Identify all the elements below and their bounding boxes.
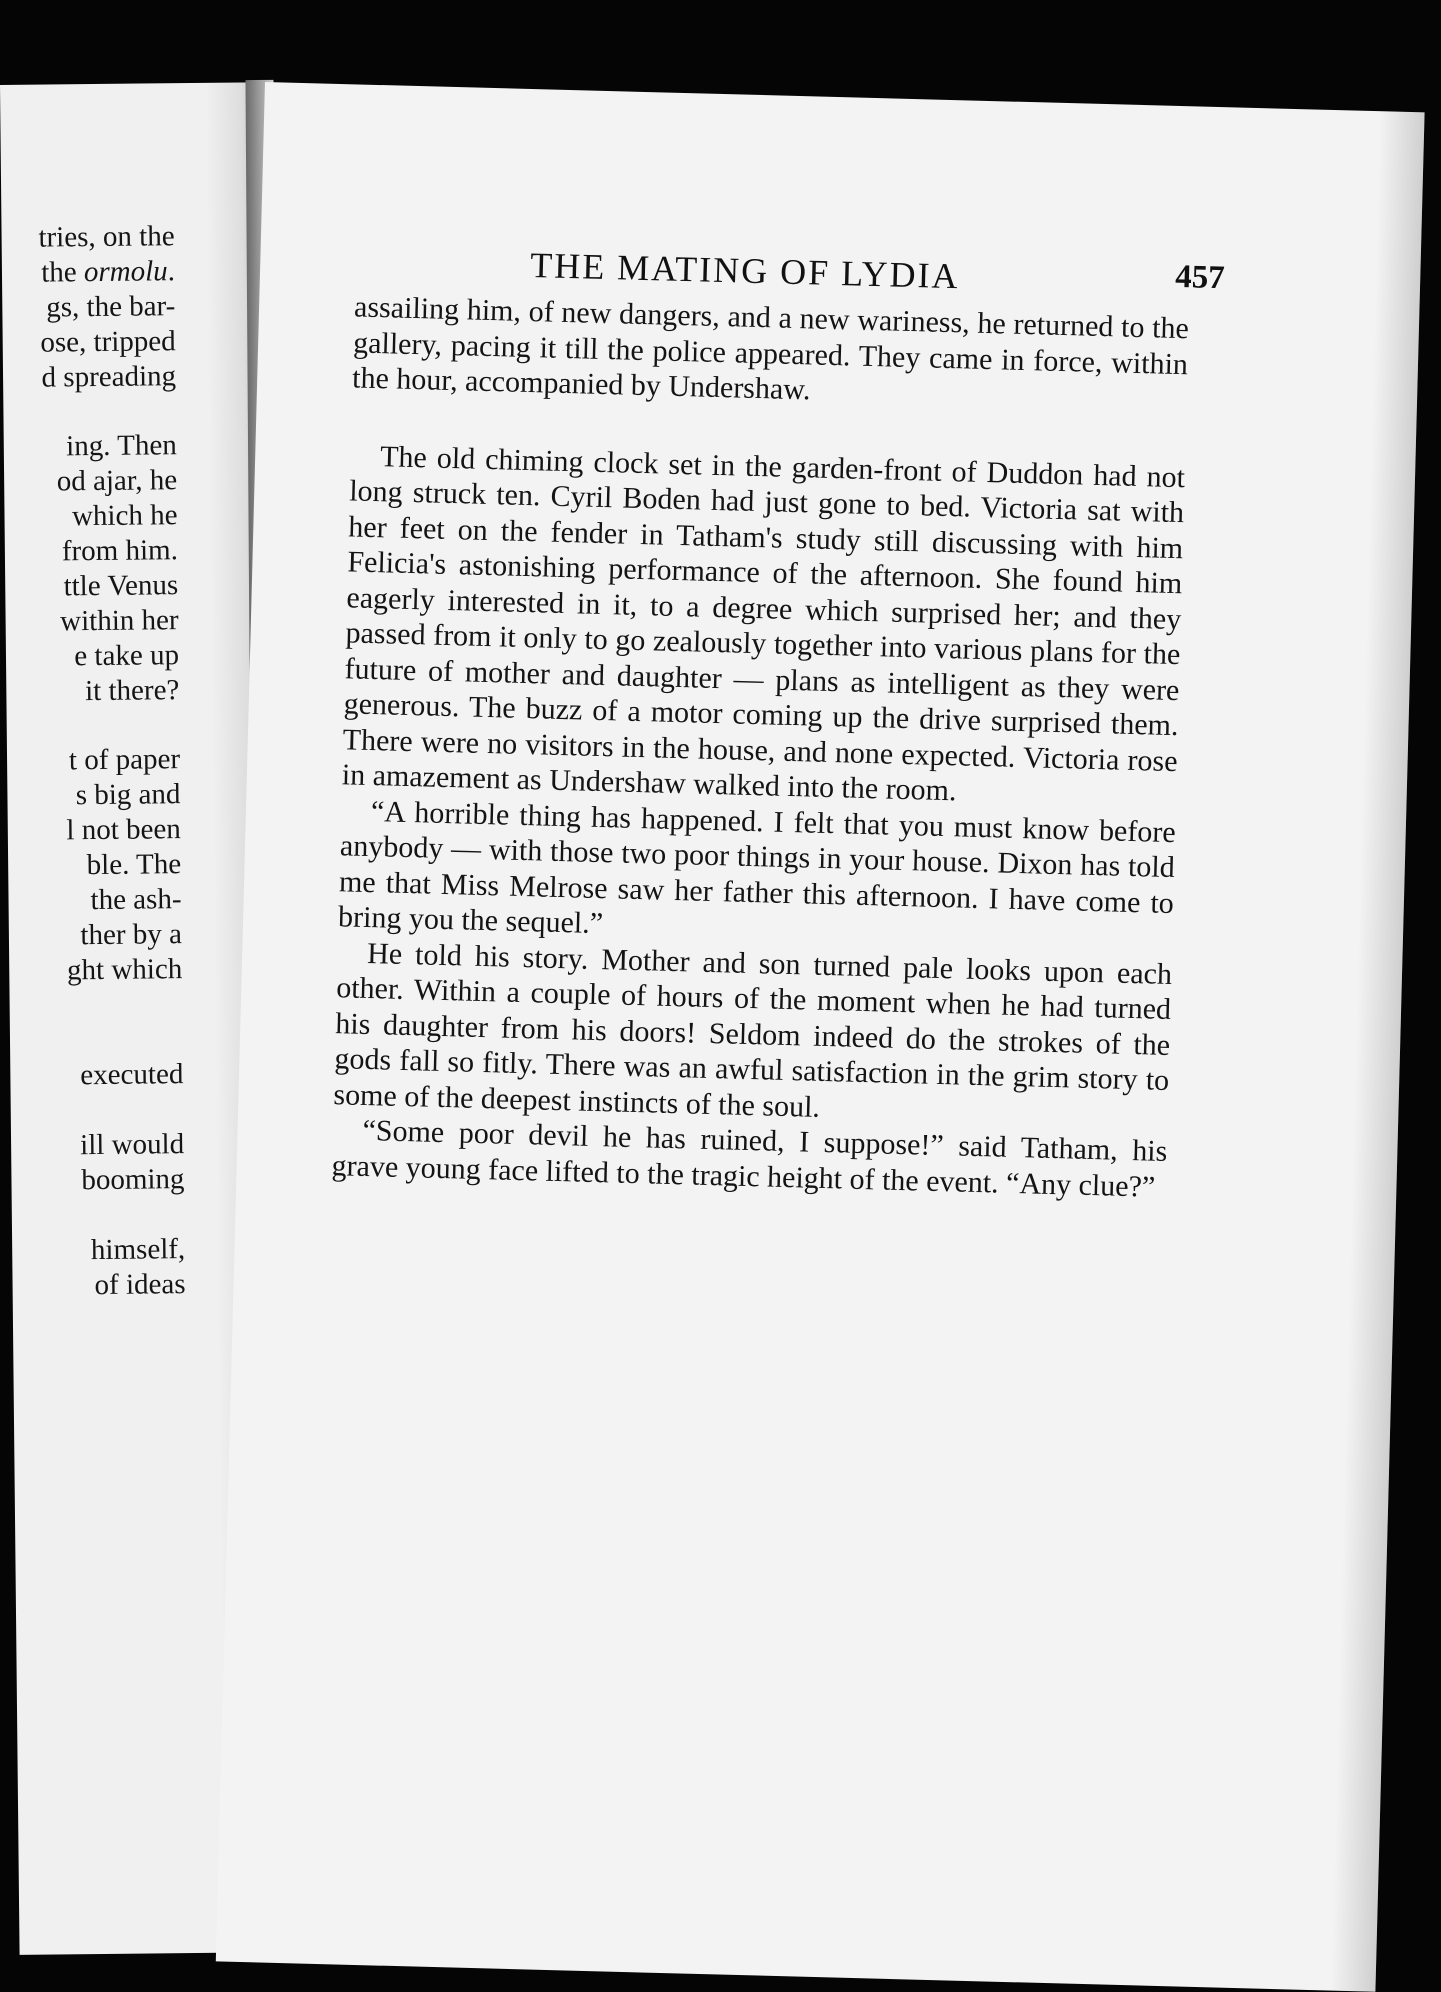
paragraph: The old chiming clock set in the garden-front of Duddon had not long struck ten. Cyril Boden had just gone to bed. Victoria sat with her feet on the fender in Tatham's study still discussing with him Felicia's astonishing performance of the afternoon. She found him eagerly interested in it, to a degree which surprised her; and they passed from it only to go zealously together into various plans for the future of mother and daughter — plans as intelligent as they were generous. The buzz of a motor coming up the drive surprised them. There were no visitors in the house, and none expected. Victoria rose in amazement as Undershaw walked into the room. xyxy=(341,439,1186,808)
left-line: which he xyxy=(71,499,178,533)
right-page xyxy=(216,82,1425,1992)
left-line: within her xyxy=(60,604,179,638)
left-line: it there? xyxy=(84,674,180,708)
left-line: ill would xyxy=(80,1128,185,1162)
left-line: ble. The xyxy=(86,848,182,882)
left-line: s big and xyxy=(75,778,181,812)
paragraph: “A horrible thing has happened. I felt that you must know before anybody — with those two poor things in your house. Dixon has told me that Miss Melrose saw her father this afternoon. I have come to bring you the sequel.” xyxy=(337,794,1177,941)
italic-word: ormolu xyxy=(83,255,168,289)
left-line: booming xyxy=(81,1163,185,1197)
left-line: ing. Then xyxy=(65,429,177,463)
left-line: ther by a xyxy=(80,918,183,952)
left-line: from him. xyxy=(61,534,179,568)
page-number: 457 xyxy=(1174,258,1226,297)
left-line: himself, xyxy=(90,1233,186,1267)
left-line: d spreading xyxy=(41,360,177,394)
left-line-text: the ormolu. xyxy=(41,255,176,289)
left-line: ose, tripped xyxy=(40,325,176,359)
left-line: tries, on the xyxy=(38,220,175,254)
left-line: of ideas xyxy=(94,1268,186,1302)
left-line: l not been xyxy=(66,813,181,847)
right-page-edge-shadow xyxy=(1330,111,1424,1992)
paragraph: “Some poor devil he has ruined, I suppose!” said Tatham, his grave young face lifted to the tragic height of the event. “Any clue?” xyxy=(331,1113,1168,1204)
left-line: executed xyxy=(80,1058,184,1092)
running-head: THE MATING OF LYDIA xyxy=(529,245,961,297)
left-line: e take up xyxy=(74,639,180,673)
left-line: ght which xyxy=(66,953,183,987)
left-line: gs, the bar- xyxy=(46,290,176,324)
body-text xyxy=(331,289,1189,1205)
paragraph: assailing him, of new dangers, and a new wariness, he returned to the gallery, pacing it till the police appeared. They came in force, within the hour, accompanied by Undershaw. xyxy=(351,290,1190,407)
left-line: the ash- xyxy=(90,883,182,917)
left-line: t of paper xyxy=(68,743,181,777)
paragraph: He told his story. Mother and son turned pale looks upon each other. Within a couple of hours of the moment when he had turned his daughter from his doors! Seldom indeed do the strokes of the gods fall so fitly. There was an awful satisfaction in the grim story to some of the deepest instincts of the soul. xyxy=(333,936,1173,1124)
left-line xyxy=(41,255,175,289)
left-line: ttle Venus xyxy=(63,569,179,603)
left-line: od ajar, he xyxy=(56,464,178,498)
